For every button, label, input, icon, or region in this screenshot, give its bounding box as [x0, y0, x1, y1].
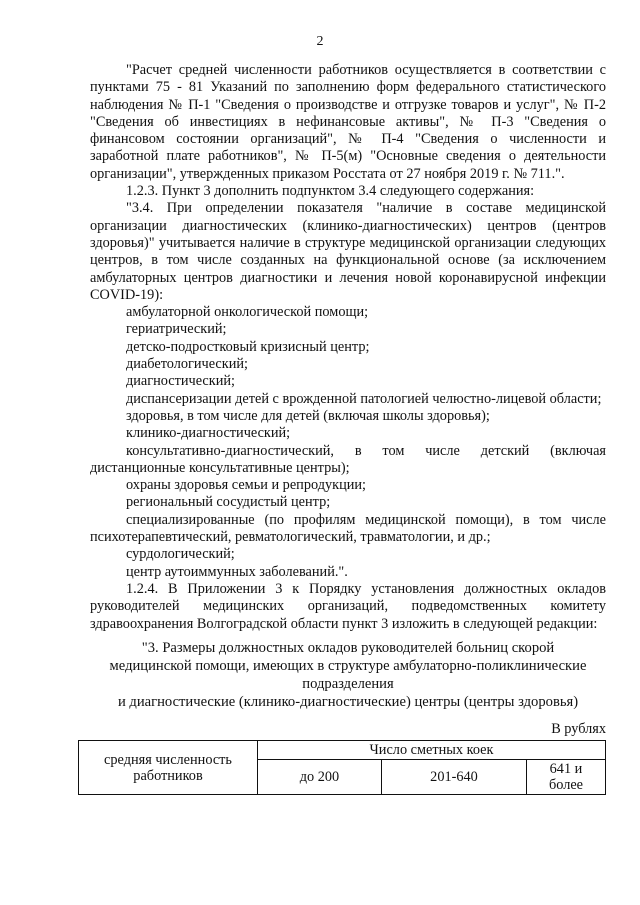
column-header-cell: 641 и более	[527, 760, 606, 795]
list-item: региональный сосудистый центр;	[126, 494, 331, 511]
list-item: охраны здоровья семьи и репродукции;	[126, 477, 367, 494]
paragraph-3-4: "3.4. При определении показателя "наличие в составе медицинской организации диагностических (клинико-диагностических) центров (центров здоровья)" учитывается наличие в структуре медицинской организации следующих центров, в том числе созданных на функциональной основе (за исключением амбулаторных центров диагностики и лечения новой коронавирусной инфекции COVID-19):	[90, 200, 606, 303]
section-title	[90, 639, 606, 711]
paragraph-1-2-4: 1.2.4. В Приложении 3 к Порядку установления должностных окладов руководителей медицинских организаций, подведомственных комитету здравоохранения Волгоградской области пункт 3 изложить в следующей редакции:	[90, 580, 606, 632]
list-item: детско-подростковый кризисный центр;	[126, 338, 370, 355]
list-item: центр аутоиммунных заболеваний.".	[126, 563, 348, 580]
list-item: диагностический;	[126, 373, 235, 390]
section-title-line: "3. Размеры должностных окладов руководителей больниц скорой	[141, 639, 555, 656]
paragraph-1-2-3: 1.2.3. Пункт 3 дополнить подпунктом 3.4 следующего содержания:	[126, 183, 535, 200]
salary-table	[78, 740, 606, 795]
list-item: гериатрический;	[126, 321, 227, 338]
column-header-cell: 201-640	[382, 760, 527, 795]
list-item: консультативно-диагностический, в том числе детский (включая дистанционные консультативные центры);	[90, 442, 606, 476]
group-header-cell: Число сметных коек	[258, 741, 606, 760]
section-title-line: подразделения	[302, 675, 394, 692]
list-item: здоровья, в том числе для детей (включая школы здоровья);	[126, 407, 490, 424]
list-item: специализированные (по профилям медицинской помощи), в том числе психотерапевтический, ревматологический, травматологии, и др.;	[90, 511, 606, 546]
row-header-cell: средняя численность работников	[79, 741, 258, 795]
document-body	[90, 62, 606, 795]
section-title-line: медицинской помощи, имеющих в структуре амбулаторно-поликлинические	[109, 657, 587, 674]
list-item: диабетологический;	[126, 356, 248, 373]
paragraph-calculation: "Расчет средней численности работников осуществляется в соответствии с пунктами 75 - 81 Указаний по заполнению форм федерального статистического наблюдения № П-1 "Сведения о производстве и отгрузке товаров и услуг", № П-2 "Сведения об инвестициях в нефинансовые активы", № П-3 "Сведения о финансовом состоянии организаций", № П-4 "Сведения о численности и заработной плате работников", № П-5(м) "Основные сведения о деятельности организации", утвержденных приказом Росстата от 27 ноября 2019 г. № 711.".	[90, 62, 606, 182]
page-number: 2	[316, 34, 324, 49]
list-item: сурдологический;	[126, 546, 235, 563]
column-header-cell: до 200	[258, 760, 382, 795]
centers-list	[90, 304, 606, 581]
section-title-line: и диагностические (клинико-диагностические) центры (центры здоровья)	[117, 693, 579, 710]
unit-label: В рублях	[551, 720, 606, 737]
list-item: диспансеризации детей с врожденной патологией челюстно-лицевой области;	[126, 390, 602, 407]
list-item: клинико-диагностический;	[126, 425, 291, 442]
list-item: амбулаторной онкологической помощи;	[126, 304, 369, 321]
